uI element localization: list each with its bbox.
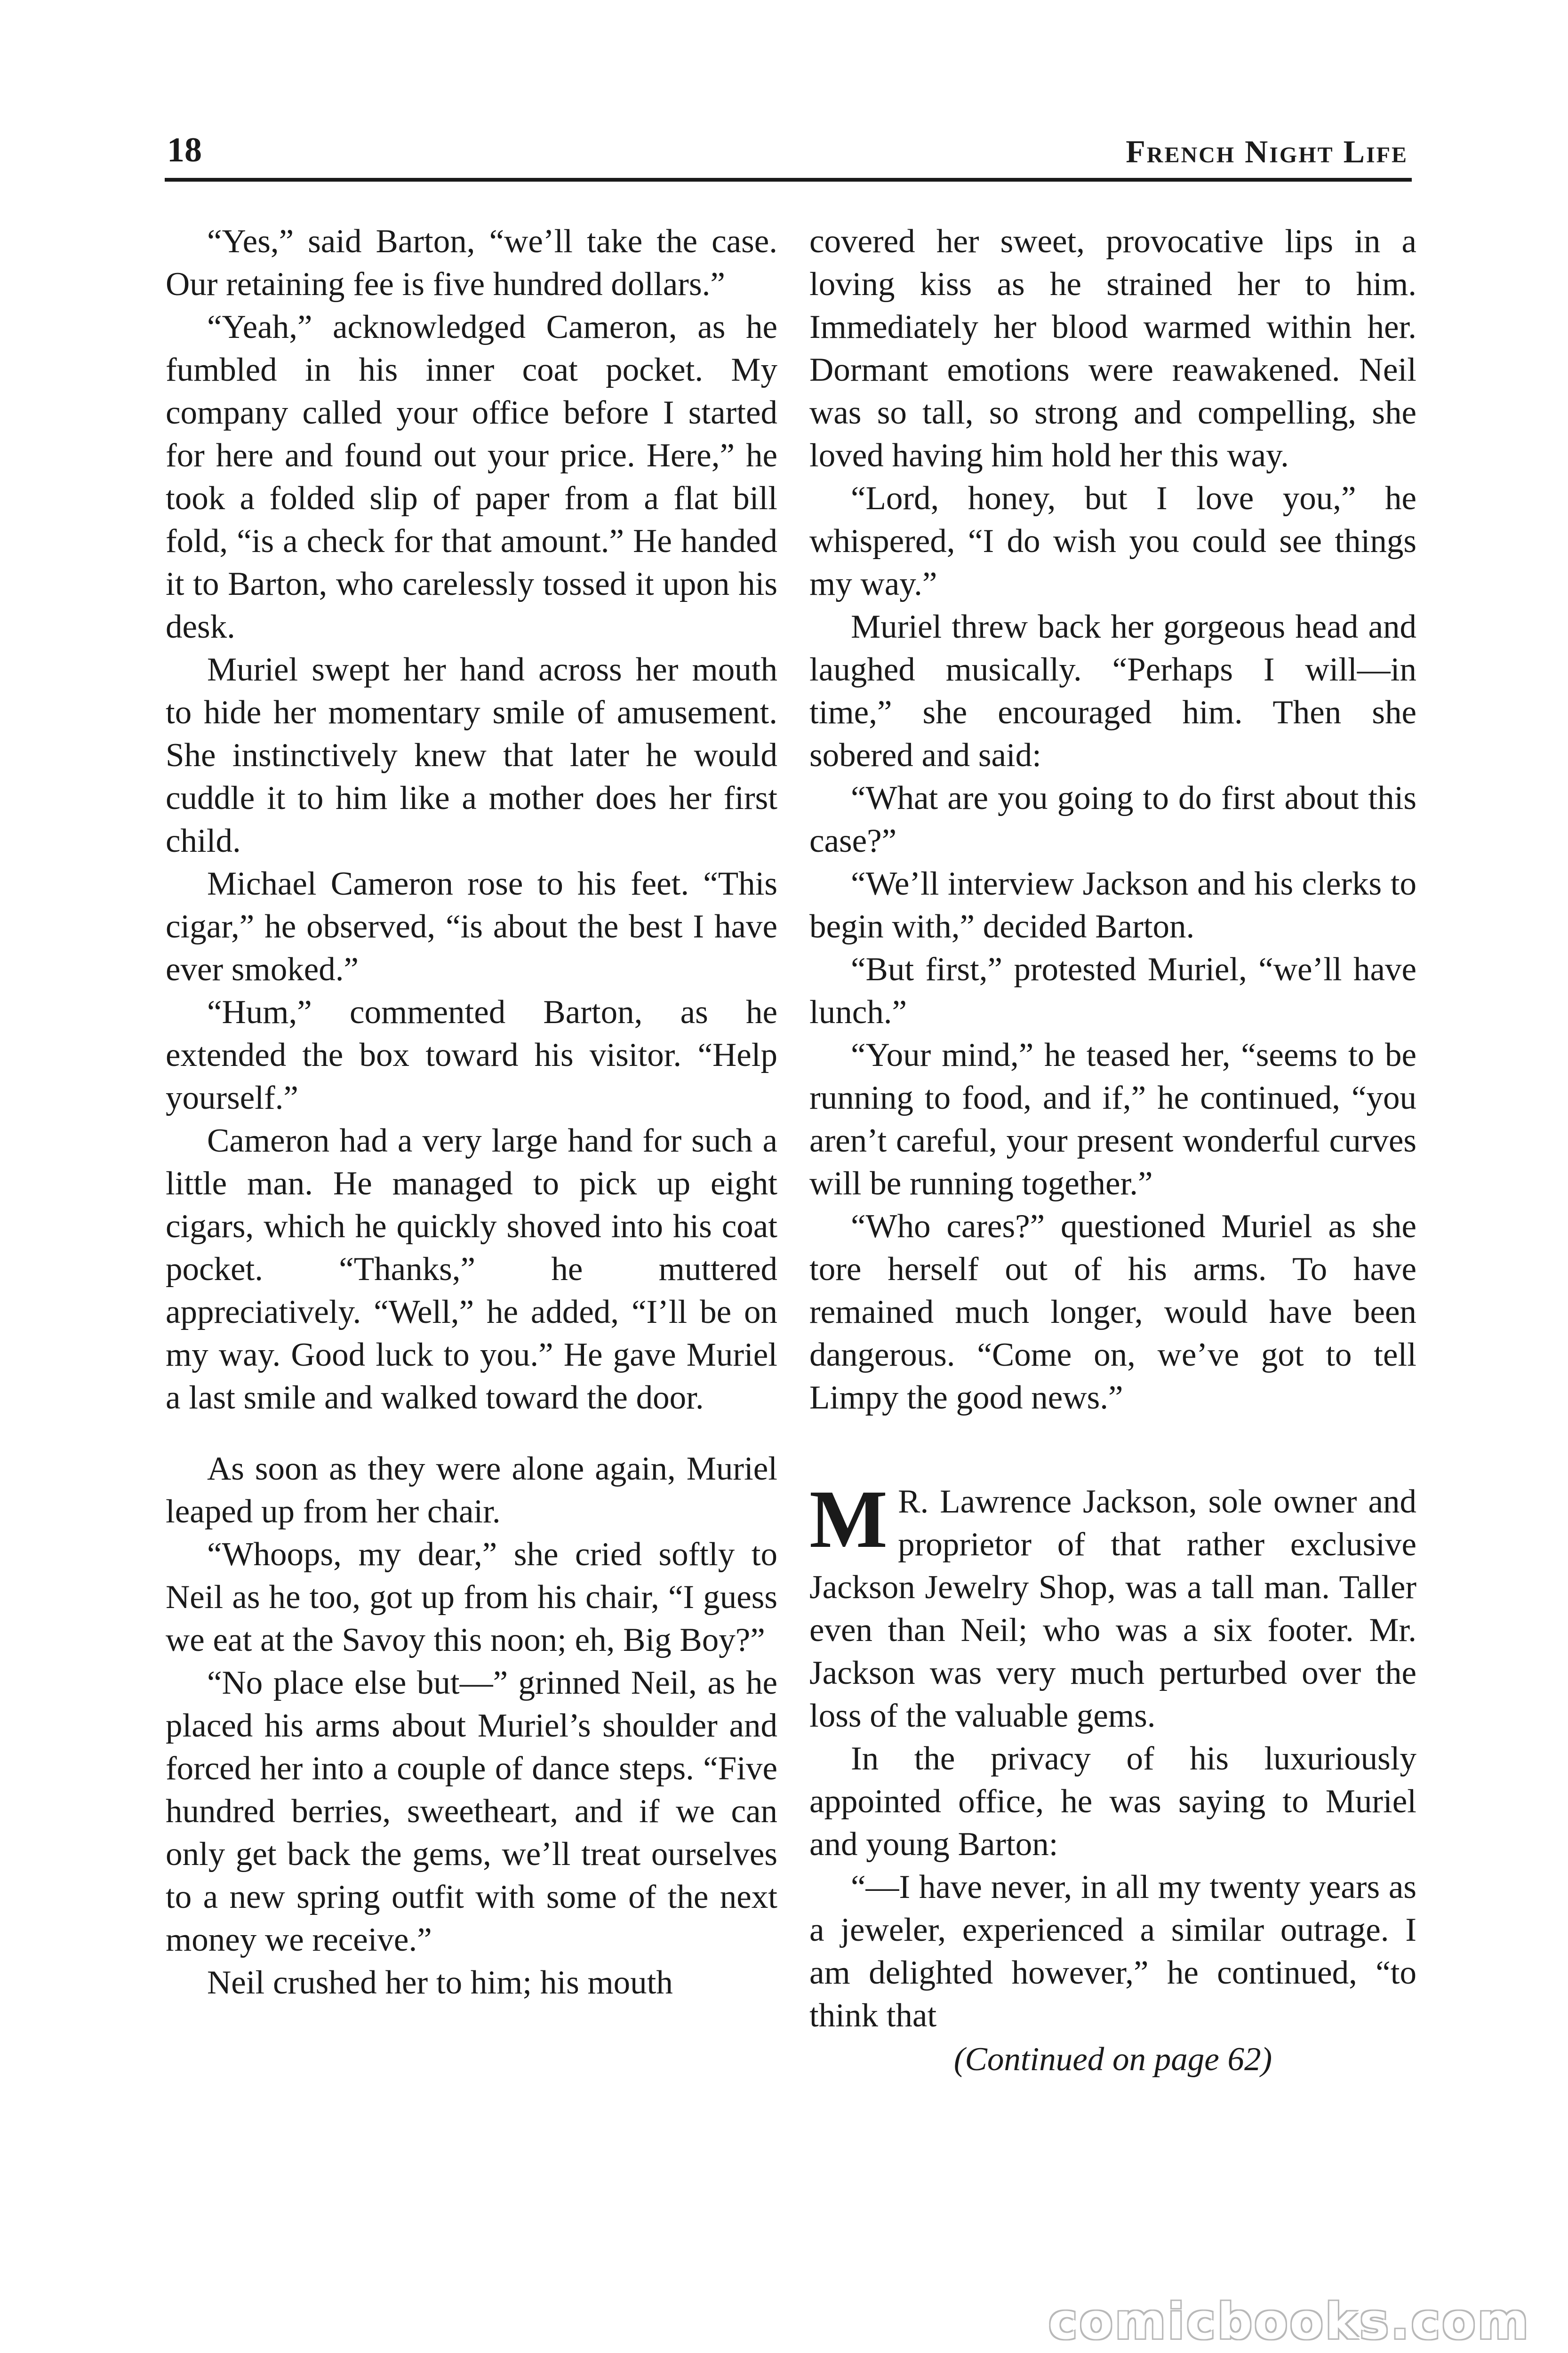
paragraph: “We’ll interview Jackson and his clerks to begin with,” decided Barton. (809, 865, 1416, 945)
page-number: 18 (167, 131, 202, 169)
paragraph: In the privacy of his luxuriously appointed office, he was saying to Muriel and young Barton: (809, 1740, 1416, 1863)
paragraph: “But first,” protested Muriel, “we’ll have lunch.” (809, 951, 1416, 1031)
running-head: French Night Life (1126, 134, 1408, 169)
paragraph: “Yes,” said Barton, “we’ll take the case. Our retaining fee is five hundred dollars.” (166, 223, 777, 303)
paragraph: covered her sweet, provocative lips in a loving kiss as he strained her to him. Immediately her blood warmed within her. Dormant emotions were reawakened. Neil was so tall, so strong and compelling, she loved having him hold her this way. (809, 223, 1416, 474)
paragraph: “Yeah,” acknowledged Cameron, as he fumbled in his inner coat pocket. My company called your office before I started for here and found out your price. Here,” he took a folded slip of paper from a flat bill fold, “is a check for that amount.” He handed it to Barton, who carelessly tossed it upon his desk. (166, 309, 777, 645)
paragraph: “Hum,” commented Barton, as he extended the box toward his visitor. “Help yourself.” (166, 994, 777, 1116)
paragraph: “Who cares?” questioned Muriel as she tore herself out of his arms. To have remained much longer, would have been dangerous. “Come on, we’ve got to tell Limpy the good news.” (809, 1208, 1416, 1416)
paragraph: “What are you going to do first about this case?” (809, 780, 1416, 859)
left-column (166, 220, 777, 2004)
paragraph: “No place else but—” grinned Neil, as he placed his arms about Muriel’s shoulder and forced her into a couple of dance steps. “Five hundred berries, sweetheart, and if we can only get back the gems, we’ll treat ourselves to a new spring outfit with some of the next money we receive.” (166, 1665, 777, 1958)
paragraph: As soon as they were alone again, Muriel leaped up from her chair. (166, 1450, 777, 1530)
drop-cap: M (809, 1473, 888, 1565)
section-first-text: R. Lawrence Jackson, sole owner and proprietor of that rather exclusive Jackson Jewelry Shop, was a tall man. Taller even than Neil; who was a six footer. Mr. Jackson was very much perturbed over the loss of the valuable gems. (809, 1483, 1416, 1734)
paragraph: Neil crushed her to him; his mouth (207, 1964, 673, 2001)
paragraph: “Lord, honey, but I love you,” he whispered, “I do wish you could see things my way.” (809, 480, 1416, 602)
paragraph: Michael Cameron rose to his feet. “This cigar,” he observed, “is about the best I have ever smoked.” (166, 865, 777, 988)
paragraph: “Whoops, my dear,” she cried softly to Neil as he too, got up from his chair, “I guess we eat at the Savoy this noon; eh, Big Boy?” (166, 1536, 777, 1658)
paragraph: Muriel swept her hand across her mouth to hide her momentary smile of amusement. She instinctively knew that later he would cuddle it to him like a mother does her first child. (166, 651, 777, 859)
header-rule (165, 178, 1412, 182)
section-start-paragraph (809, 1473, 1416, 1737)
paragraph: Cameron had a very large hand for such a little man. He managed to pick up eight cigars, which he quickly shoved into his coat pocket. “Thanks,” he muttered appreciatively. “Well,” he added, “I’ll be on my way. Good luck to you.” He gave Muriel a last smile and walked toward the door. (166, 1122, 777, 1416)
right-column (809, 220, 1416, 2081)
continued-note: (Continued on page 62) (953, 2041, 1272, 2078)
paragraph: “Your mind,” he teased her, “seems to be running to food, and if,” he continued, “you aren’t careful, your present wonderful curves will be running together.” (809, 1037, 1416, 1202)
watermark: comicbooks.com (1048, 2293, 1530, 2350)
paragraph: Muriel threw back her gorgeous head and laughed musically. “Perhaps I will—in time,” she encouraged him. Then she sobered and said: (809, 608, 1416, 774)
paragraph: “—I have never, in all my twenty years as a jeweler, experienced a similar outrage. I am delighted however,” he continued, “to think that (809, 1869, 1416, 2034)
